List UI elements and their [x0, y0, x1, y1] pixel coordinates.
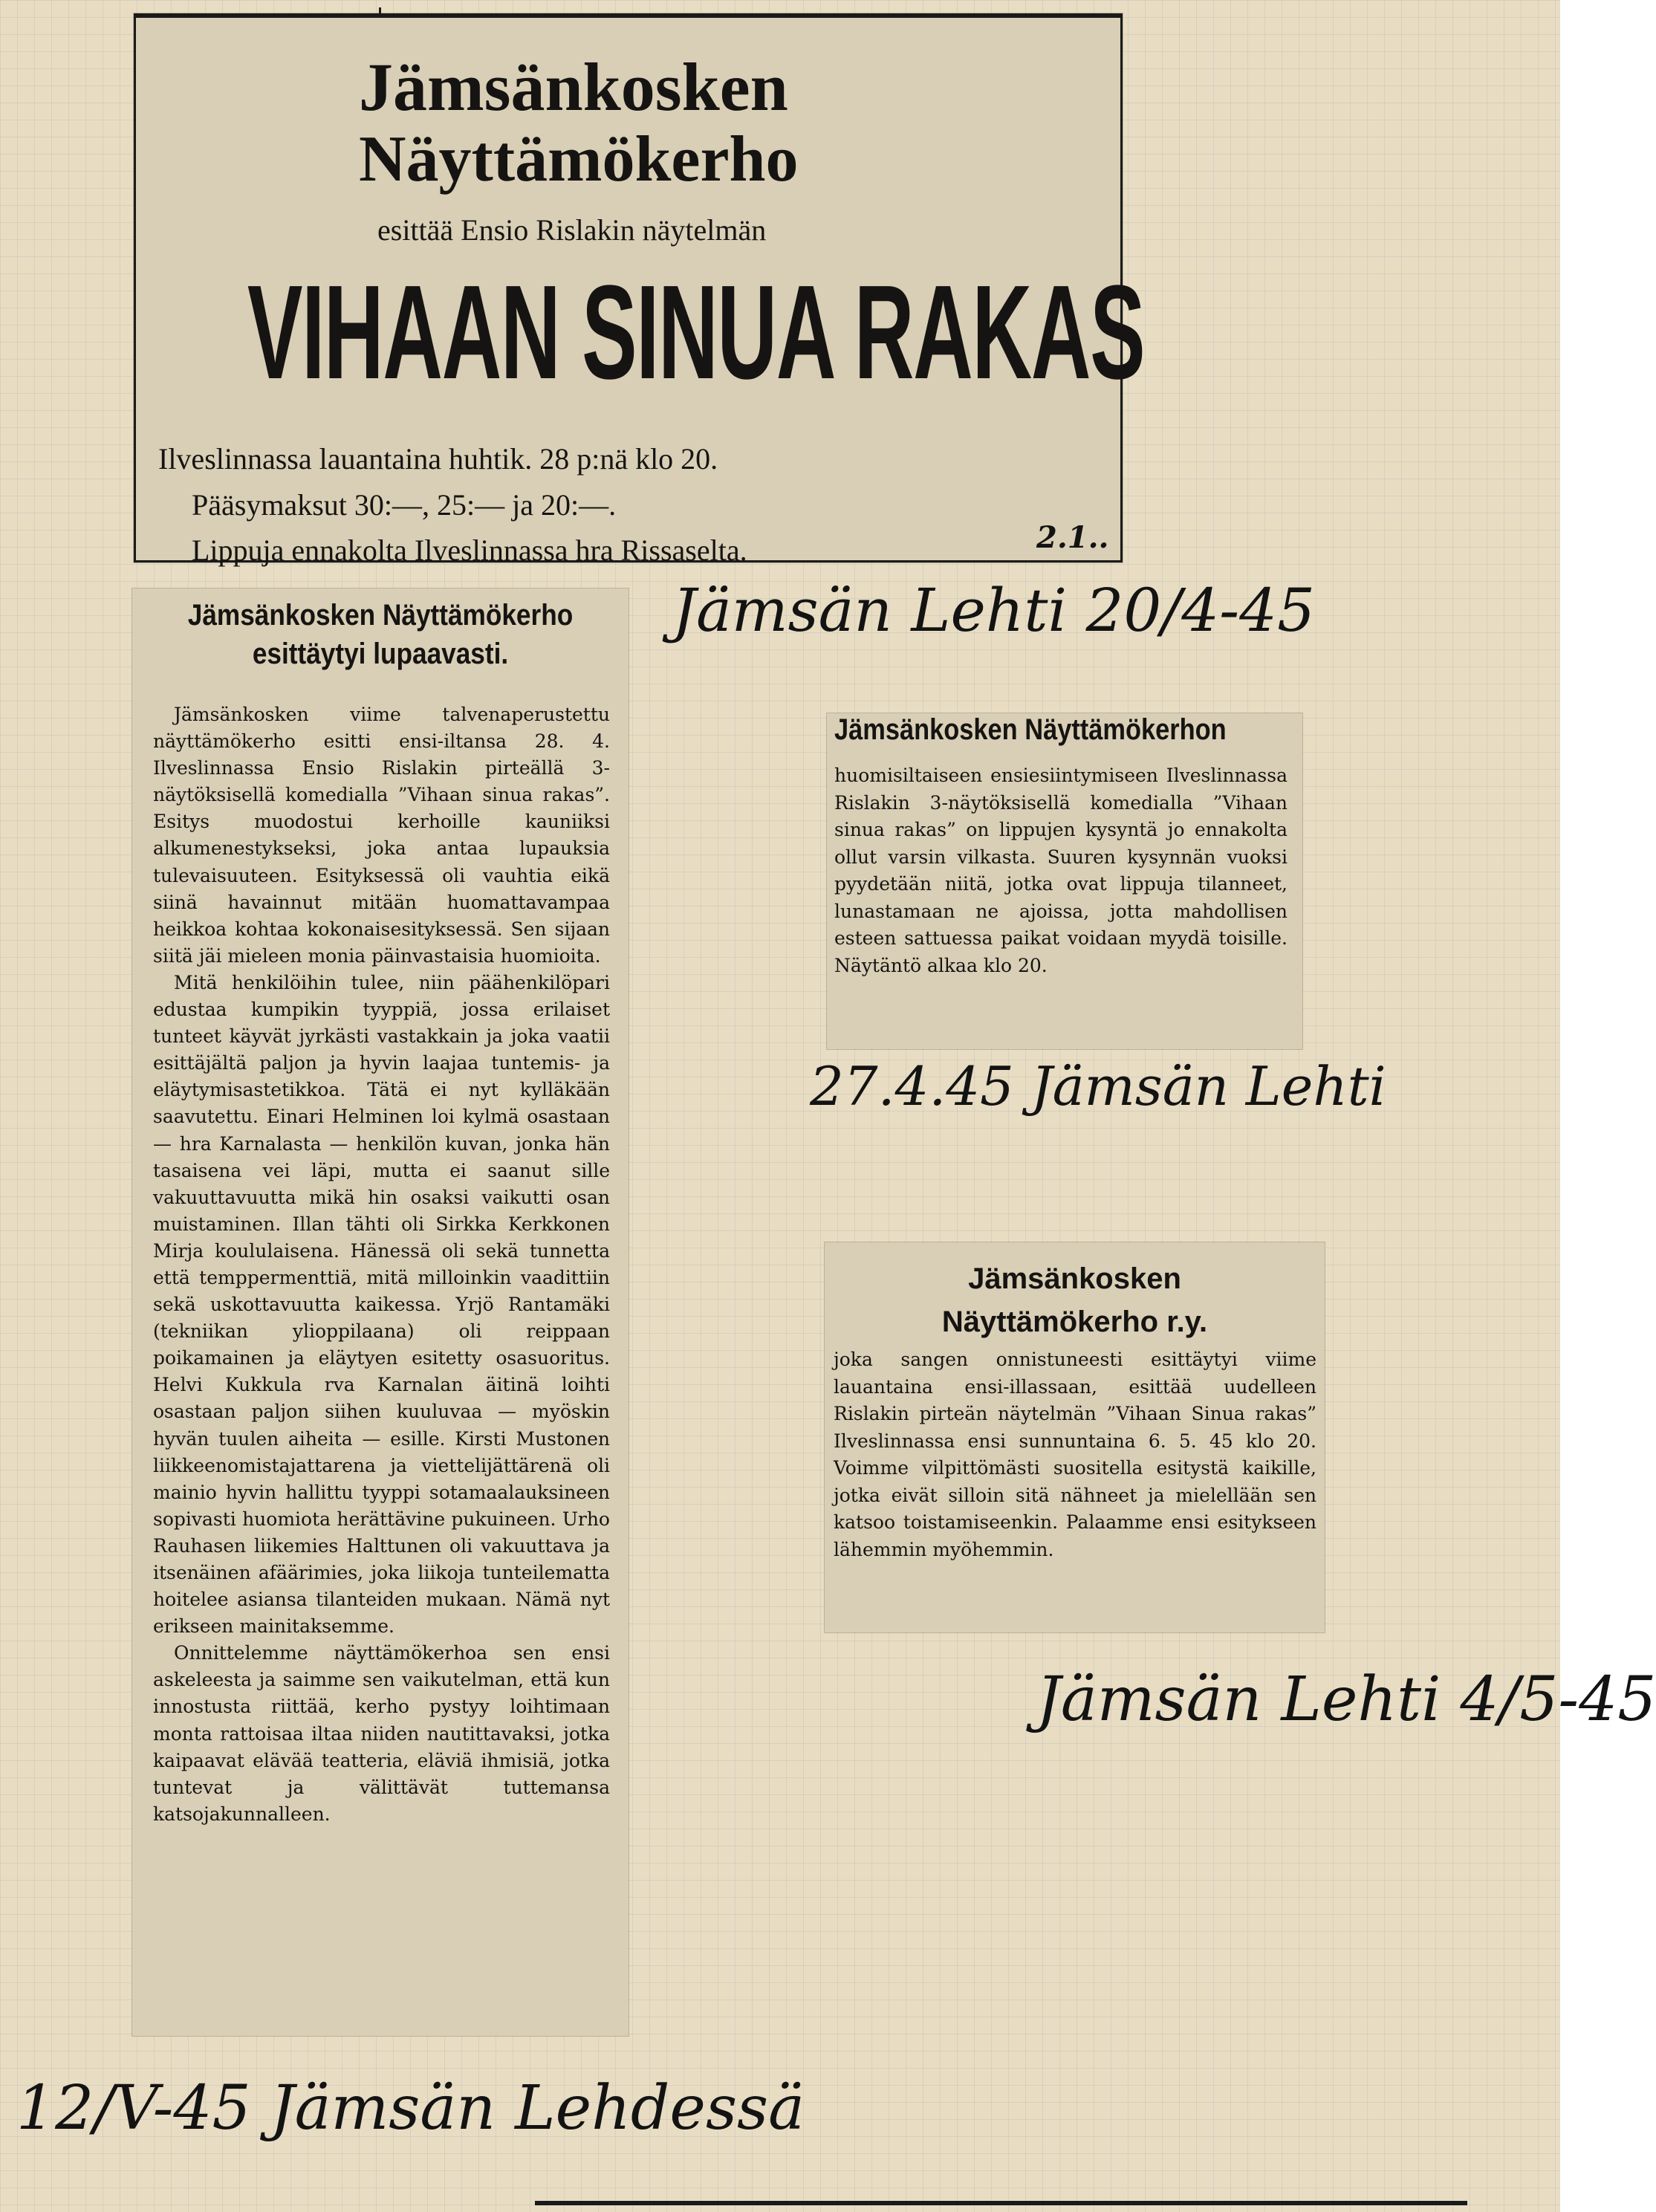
review-headline	[162, 596, 599, 673]
review-clipping	[132, 588, 629, 2036]
review-paragraph: Mitä henkilöihin tulee, niin päähenkilöpari edustaa kumpikin tyyppiä, jossa erilaiset tunteet käyvät jyrkästi vastakkain ja joka vaatii esittäjältä paljon ja hyvin laajaa tuntemis- ja eläytymisastetikkoa. Tätä ei nyt kylläkään saavutettu. Einari Helminen loi kylmä osastaan — hra Karnalasta — henkilön kuvan, jonka hän tasaisena vei läpi, mutta ei saanut sille vakuuttavuutta mikä hin osaksi vaikutti osan muistaminen. Illan tähti oli Sirkka Kerkkonen Mirja koululaisena. Hänessä oli sekä tunnetta että temppermenttiä, mitä milloinkin vaadittiin sekä uskottavuutta kaikessa. Yrjö Rantamäki (tekniikan ylioppilaana) oli reippaan poikamainen ja eläytyen esitetty osasuoritus. Helvi Kukkula rva Karnalan äitinä loihti osastaan paljon siihen kuuluvaa — myöskin hyvän tuulen aiheita — esille. Kirsti Mustonen liikkeenomistajattarena ja viettelijättärenä oli mainio hyvin hallittu tyyppi sotamaalauksineen sopivasti huomiota herättävine pukuineen. Urho Rauhasen liikemies Halttunen oli vakuuttava ja itsenäinen afäärimies, joka liikoja tunteilematta hoitelee asiansa tilanteiden mukaan. Nämä nyt erikseen mainitaksemme.	[153, 971, 610, 1638]
handwritten-mark: 2.1..	[1036, 520, 1109, 555]
review-paragraph: Onnittelemme näyttämökerhoa sen ensi askeleesta ja saimme sen vaikutelman, että kun innostusta riittää, kerho pystyy loihtimaan monta rattoisaa iltaa niiden nautittavaksi, jotka kaipaavat elävää teatteria, eläviä ihmisiä, jotka tuntevat ja välittävät tuttemansa katsojakunnalleen.	[153, 1642, 610, 1825]
handwritten-note-source-2: 27.4.45 Jämsän Lehti	[810, 1055, 1386, 1118]
repeat-notice-headline-line1: Jämsänkosken	[968, 1262, 1181, 1295]
handwritten-note-source-1: Jämsän Lehti 20/4-45	[672, 576, 1315, 645]
advertisement-clipping	[134, 13, 1145, 567]
page-edge-rule	[535, 2201, 1467, 2205]
review-body	[153, 701, 610, 1828]
ad-date-line: Ilveslinnassa lauantaina huhtik. 28 p:nä klo 20.	[158, 442, 718, 476]
ad-play-title: VIHAAN SINUA RAKAS	[247, 258, 1145, 407]
notice-body: huomisiltaiseen ensiesiintymiseen Ilveslinnassa Rislakin 3-näytöksisellä komedialla ”Vihaan sinua rakas” on lippujen kysyntä jo ennakolta ollut varsin vilkasta. Suuren kysynnän vuoksi pyydetään niitä, jotka ovat lippuja tilanneet, lunastamaan ne ajoissa, jotta mahdollisen esteen sattuessa paikat voidaan myydä toisille. Näytäntö alkaa klo 20.	[834, 765, 1288, 976]
page-mark	[379, 7, 381, 13]
repeat-notice-headline	[825, 1257, 1325, 1343]
notice-clipping	[827, 713, 1302, 1049]
review-headline-line1: Jämsänkosken Näyttämökerho	[187, 599, 574, 632]
repeat-notice-body: joka sangen onnistuneesti esittäytyi viime lauantaina ensi-illassaan, esittää uudelleen Rislakin pirteän näytelmän ”Vihaan Sinua rakas” Ilveslinnassa ensi sunnuntaina 6. 5. 45 klo 20. Voimme vilpittömästi suositella esitystä kaikille, jotka eivät silloin sitä nähneet ja mielellään sen katsoo toistamiseenkin. Palaamme ensi esitykseen lähemmin myöhemmin.	[834, 1349, 1316, 1560]
ad-organization-line2: Näyttämökerho	[359, 123, 799, 195]
handwritten-note-source-4: 12/V-45 Jämsän Lehdessä	[16, 2073, 805, 2144]
ad-presents-line: esittää Ensio Rislakin näytelmän	[377, 213, 767, 247]
ad-price-line: Pääsymaksut 30:—, 25:— ja 20:—.	[192, 488, 617, 522]
repeat-notice-headline-line2: Näyttämökerho r.y.	[941, 1306, 1208, 1338]
repeat-notice-clipping	[825, 1242, 1325, 1632]
review-headline-line2: esittäytyi lupaavasti.	[252, 638, 509, 670]
review-paragraph: Jämsänkosken viime talvenaperustettu näyttämökerho esitti ensi-iltansa 28. 4. Ilveslinnassa Ensio Rislakin pirteällä 3-näytöksisellä komedialla ”Vihaan sinua rakas”. Esitys muodostui kerhoille kauniiksi alkumenestykseksi, joka antaa lupauksia tulevaisuuteen. Esityksessä oli vauhtia eikä siinä havainnut mitään huomattavampaa heikkoa kohtaa kokonaisesityksessä. Sen sijaan siitä jäi mieleen monia päinvastaisia huomioita.	[153, 704, 610, 967]
ad-ticket-line: Lippuja ennakolta Ilveslinnassa hra Rissaselta.	[192, 533, 747, 567]
handwritten-note-source-3: Jämsän Lehti 4/5-45	[1036, 1664, 1656, 1735]
notice-headline: Jämsänkosken Näyttämökerhon	[834, 713, 1227, 746]
ad-organization-line1: Jämsänkosken	[359, 49, 788, 125]
